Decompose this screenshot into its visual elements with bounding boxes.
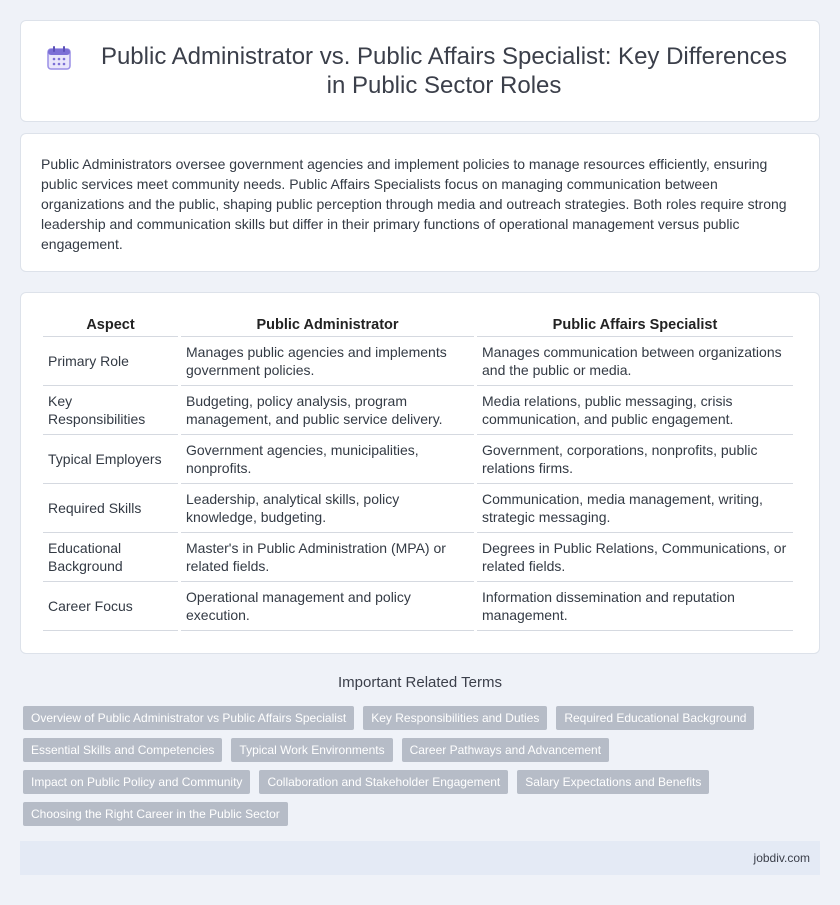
intro-paragraph: Public Administrators oversee government agencies and implement policies to manage resources efficiently, ensuring public services meet community needs. Public Affairs Specialists focus on managing communication between organizations and the public, shaping public perception through media and outreach strategies. Both roles require strong leadership and communication skills but differ in their primary functions of operational management versus public engagement. — [41, 156, 787, 252]
related-term-tag[interactable]: Essential Skills and Competencies — [23, 738, 222, 762]
aspect-cell: Typical Employers — [43, 435, 178, 484]
aspect-cell: Educational Background — [43, 533, 178, 582]
related-term-tag[interactable]: Impact on Public Policy and Community — [23, 770, 250, 794]
column-header-public-affairs-specialist: Public Affairs Specialist — [477, 307, 793, 337]
tag-row — [23, 770, 823, 794]
public-administrator-cell: Budgeting, policy analysis, program management, and public service delivery. — [181, 386, 474, 435]
aspect-cell: Required Skills — [43, 484, 178, 533]
related-terms-heading: Important Related Terms — [338, 674, 502, 691]
related-term-tag[interactable]: Key Responsibilities and Duties — [363, 706, 547, 730]
page-title: Public Administrator vs. Public Affairs Specialist: Key Differences in Public Sector Roles — [100, 43, 788, 99]
public-affairs-specialist-cell: Manages communication between organizations and the public or media. — [477, 337, 793, 386]
related-term-tag[interactable]: Collaboration and Stakeholder Engagement — [259, 770, 508, 794]
public-administrator-cell: Leadership, analytical skills, policy knowledge, budgeting. — [181, 484, 474, 533]
related-term-tag[interactable]: Typical Work Environments — [231, 738, 392, 762]
related-term-tag[interactable]: Career Pathways and Advancement — [402, 738, 609, 762]
public-administrator-cell: Master's in Public Administration (MPA) or related fields. — [181, 533, 474, 582]
public-administrator-cell: Operational management and policy execution. — [181, 582, 474, 631]
table-row — [43, 337, 793, 386]
related-term-tag[interactable]: Overview of Public Administrator vs Public Affairs Specialist — [23, 706, 354, 730]
footer-site-link[interactable]: jobdiv.com — [753, 851, 810, 865]
public-administrator-cell: Manages public agencies and implements government policies. — [181, 337, 474, 386]
related-terms-list — [23, 706, 823, 834]
related-term-tag[interactable]: Salary Expectations and Benefits — [517, 770, 709, 794]
column-header-public-administrator: Public Administrator — [181, 307, 474, 337]
aspect-cell: Key Responsibilities — [43, 386, 178, 435]
column-header-aspect: Aspect — [43, 307, 178, 337]
table-row — [43, 435, 793, 484]
public-affairs-specialist-cell: Government, corporations, nonprofits, public relations firms. — [477, 435, 793, 484]
table-row — [43, 386, 793, 435]
comparison-table — [40, 307, 796, 631]
footer — [20, 841, 820, 875]
calendar-icon — [46, 45, 72, 71]
comparison-table-card — [20, 292, 820, 654]
related-term-tag[interactable]: Required Educational Background — [556, 706, 754, 730]
table-row — [43, 533, 793, 582]
public-affairs-specialist-cell: Media relations, public messaging, crisis communication, and public engagement. — [477, 386, 793, 435]
tag-row — [23, 706, 823, 730]
public-affairs-specialist-cell: Information dissemination and reputation management. — [477, 582, 793, 631]
table-row — [43, 582, 793, 631]
table-header-row — [43, 307, 793, 337]
public-affairs-specialist-cell: Degrees in Public Relations, Communications, or related fields. — [477, 533, 793, 582]
public-affairs-specialist-cell: Communication, media management, writing, strategic messaging. — [477, 484, 793, 533]
title-wrap — [46, 42, 794, 100]
aspect-cell: Primary Role — [43, 337, 178, 386]
table-row — [43, 484, 793, 533]
related-term-tag[interactable]: Choosing the Right Career in the Public Sector — [23, 802, 288, 826]
public-administrator-cell: Government agencies, municipalities, nonprofits. — [181, 435, 474, 484]
tag-row — [23, 802, 823, 826]
tag-row — [23, 738, 823, 762]
intro-card — [20, 133, 820, 272]
aspect-cell: Career Focus — [43, 582, 178, 631]
title-card — [20, 20, 820, 122]
